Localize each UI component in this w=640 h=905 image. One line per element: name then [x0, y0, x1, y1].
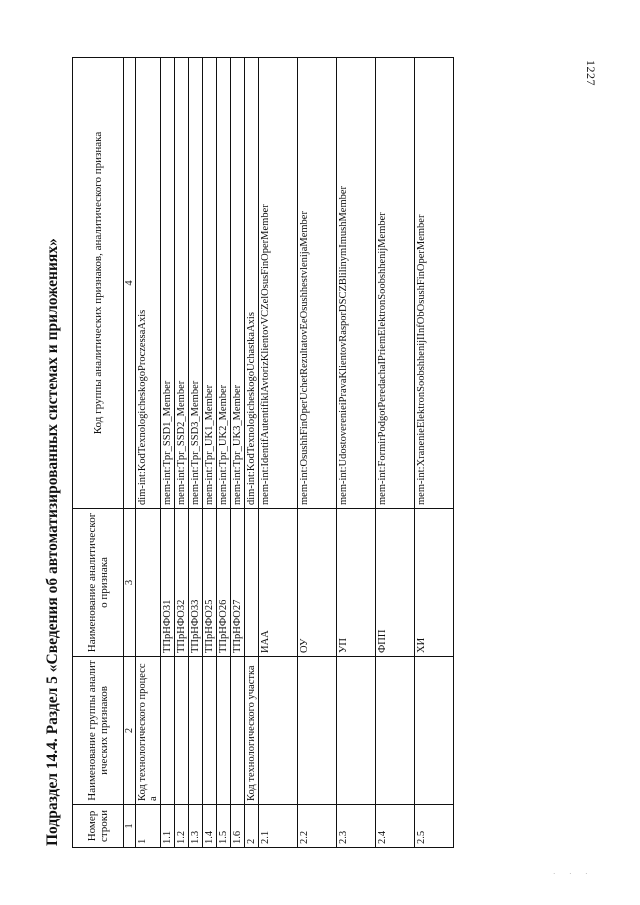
attribute-name — [245, 509, 259, 657]
attribute-code: mem-int:Tpr_SSD1_Member — [161, 58, 175, 509]
attribute-code: mem-int:OsushhFinOperUchetRezultatovEeOsushhestvlenijaMember — [298, 58, 337, 509]
row-number: 1.4 — [203, 805, 217, 848]
table-row — [175, 58, 189, 848]
table-row — [337, 58, 376, 848]
table-row — [376, 58, 415, 848]
column-number: 3 — [124, 509, 136, 657]
group-name — [231, 657, 245, 805]
attribute-name: ТПрНФО27 — [231, 509, 245, 657]
attribute-name: ТПрНФО31 — [161, 509, 175, 657]
group-name — [175, 657, 189, 805]
group-name — [337, 657, 376, 805]
attribute-code: dim-int:KodTexnologicheskogoProczessaAxis — [136, 58, 161, 509]
group-name: Код технологического участка — [245, 657, 259, 805]
scan-artifact: · · · — [553, 870, 594, 878]
group-name — [203, 657, 217, 805]
row-number: 1.3 — [189, 805, 203, 848]
group-name: Код технологического процесса — [136, 657, 161, 805]
attribute-name — [136, 509, 161, 657]
attribute-code: mem-int:IdentifAutentifiklAvtorizKlientovVCZelOsusFinOperMember — [259, 58, 298, 509]
table-row — [217, 58, 231, 848]
attribute-code: mem-int:UdostoverenieiPravaKlientovRasporDSCZBlilinymImushMember — [337, 58, 376, 509]
header-row-number: Номер строки — [73, 805, 124, 848]
table-row — [415, 58, 454, 848]
column-number: 2 — [124, 657, 136, 805]
row-number: 1.6 — [231, 805, 245, 848]
table-row — [189, 58, 203, 848]
attribute-code: mem-int:Tpr_UK1_Member — [203, 58, 217, 509]
attribute-name: ХИ — [415, 509, 454, 657]
row-number: 1 — [136, 805, 161, 848]
group-name — [217, 657, 231, 805]
row-number: 2.5 — [415, 805, 454, 848]
page-number: 1227 — [584, 60, 598, 86]
attribute-name: ИАА — [259, 509, 298, 657]
attribute-name: ФПП — [376, 509, 415, 657]
analytic-attributes-table — [72, 57, 454, 848]
attribute-code: mem-int:FormirPodgotPeredachaIPriemElektronSoobshhenijMember — [376, 58, 415, 509]
row-number: 2.2 — [298, 805, 337, 848]
table-row — [161, 58, 175, 848]
attribute-code: dim-int:KodTexnologicheskogoUchastkaAxis — [245, 58, 259, 509]
table-header-row — [73, 58, 124, 848]
attribute-code: mem-int:Tpr_UK3_Member — [231, 58, 245, 509]
attribute-name: ТПрНФО25 — [203, 509, 217, 657]
table-row — [203, 58, 217, 848]
row-number: 1.5 — [217, 805, 231, 848]
attribute-code: mem-int:Tpr_UK2_Member — [217, 58, 231, 509]
row-number: 2.1 — [259, 805, 298, 848]
row-number: 1.2 — [175, 805, 189, 848]
group-name — [161, 657, 175, 805]
row-number: 2.4 — [376, 805, 415, 848]
attribute-name: ТПрНФО26 — [217, 509, 231, 657]
row-number: 2.3 — [337, 805, 376, 848]
header-group-name: Наименование группы аналитических признаков — [73, 657, 124, 805]
header-attribute-name: Наименование аналитического признака — [73, 509, 124, 657]
document-title: Подраздел 14.4. Раздел 5 «Сведения об автоматизированных системах и приложениях» — [44, 238, 61, 846]
attribute-code: mem-int:Tpr_SSD2_Member — [175, 58, 189, 509]
attribute-name: УП — [337, 509, 376, 657]
column-numbers-row — [124, 58, 136, 848]
table-row — [245, 58, 259, 848]
attribute-name: ТПрНФО33 — [189, 509, 203, 657]
table-row — [231, 58, 245, 848]
rotated-page-content — [44, 58, 604, 848]
table-row — [298, 58, 337, 848]
table-row — [136, 58, 161, 848]
group-name — [376, 657, 415, 805]
attribute-code: mem-int:XranenieElektronSoobshhenijIInfObOsushFinOperMember — [415, 58, 454, 509]
attribute-name: ТПрНФО32 — [175, 509, 189, 657]
attribute-name: ОУ — [298, 509, 337, 657]
row-number: 2 — [245, 805, 259, 848]
group-name — [259, 657, 298, 805]
column-number: 4 — [124, 58, 136, 509]
group-name — [298, 657, 337, 805]
column-number: 1 — [124, 805, 136, 848]
table-row — [259, 58, 298, 848]
row-number: 1.1 — [161, 805, 175, 848]
group-name — [189, 657, 203, 805]
group-name — [415, 657, 454, 805]
header-code: Код группы аналитических признаков, аналитического признака — [73, 58, 124, 509]
attribute-code: mem-int:Tpr_SSD3_Member — [189, 58, 203, 509]
